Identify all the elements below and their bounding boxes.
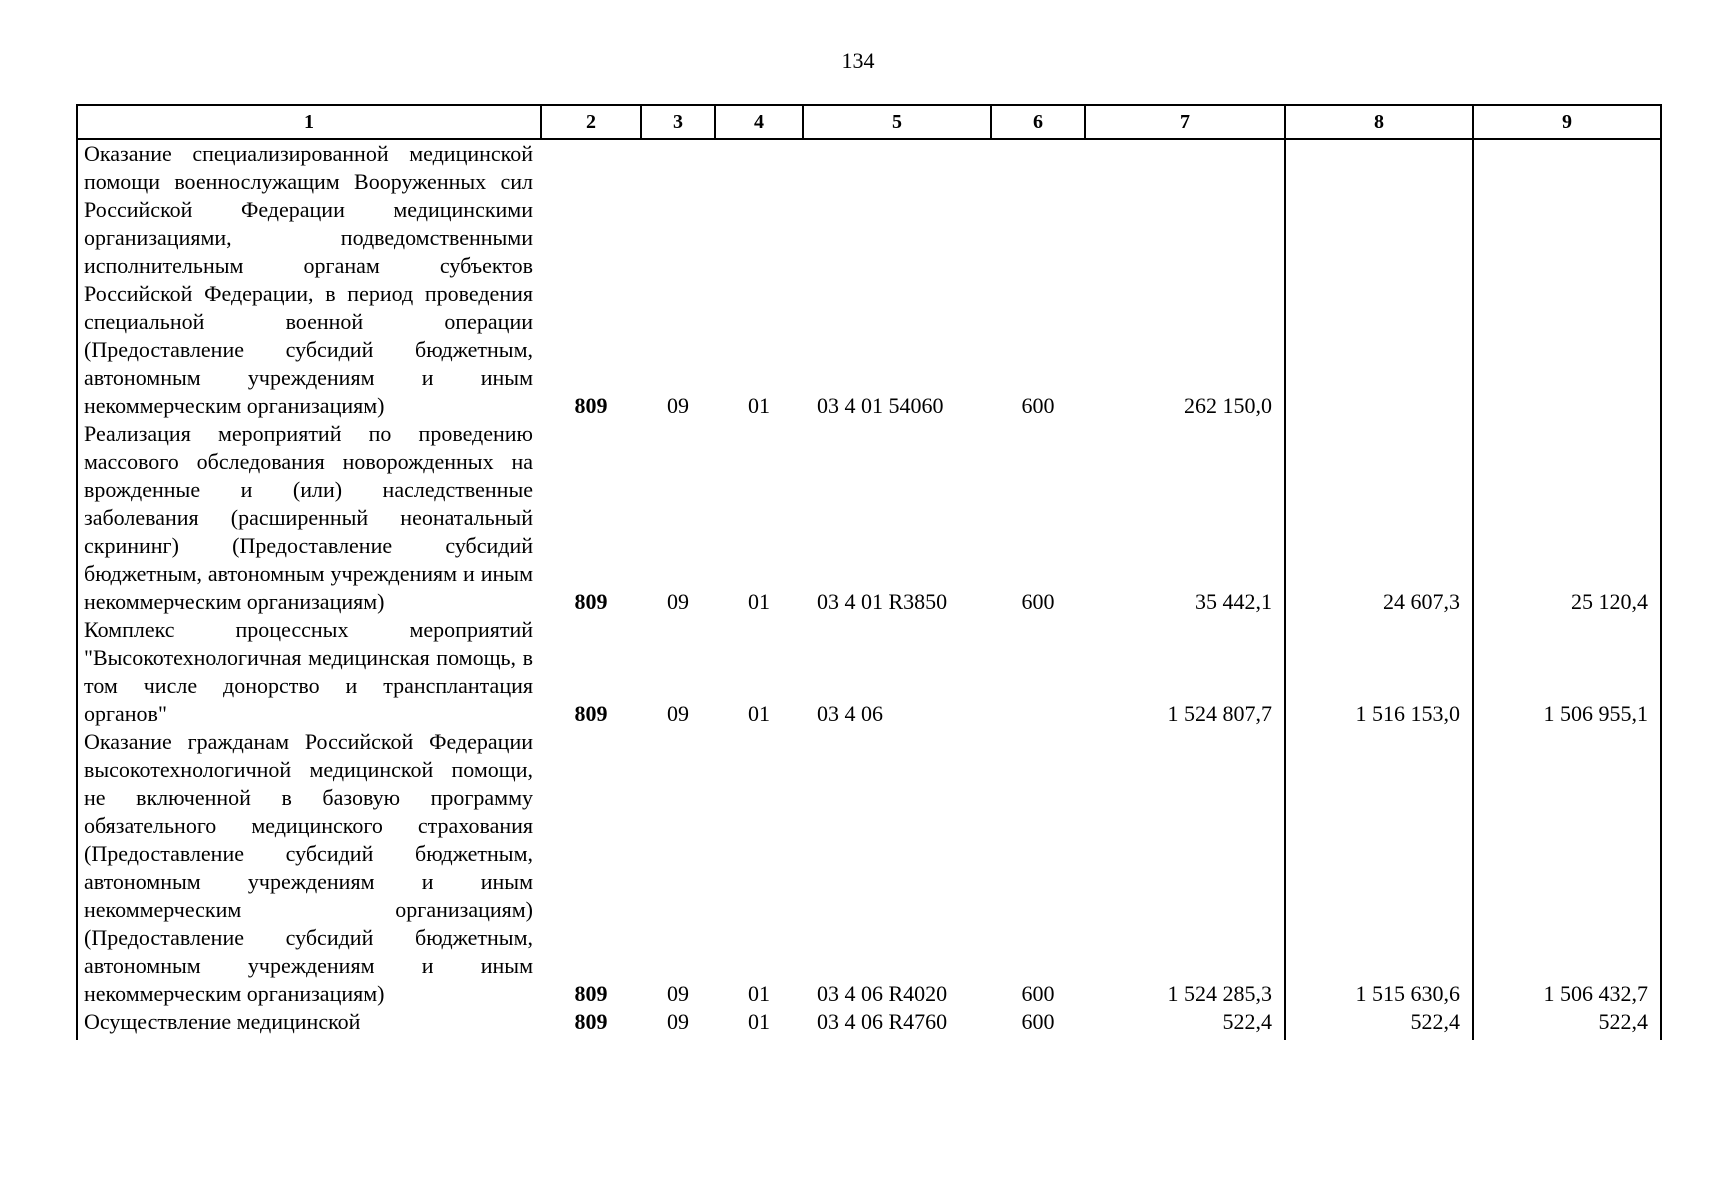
table-row (77, 139, 1661, 420)
cell-col-3: 09 (667, 393, 689, 418)
cell-col-9: 25 120,4 (1473, 420, 1661, 616)
table-row (77, 1008, 1661, 1040)
cell-col-9 (1473, 139, 1661, 420)
header-col-9: 9 (1473, 105, 1661, 139)
cell-col-5: 03 4 06 R4020 (817, 981, 948, 1006)
row-description: Осуществление медицинской (77, 1008, 541, 1040)
table-row (77, 728, 1661, 1008)
row-description: Оказание гражданам Российской Федерации высокотехнологичной медицинской помощи, не включенной в базовую программу обязательного медицинского страхования (Предоставление субсидий бюджетным, автономным учреждениям и иным некоммерческим организациям) (Предоставление субсидий бюджетным, автономным учреждениям и иным некоммерческим организациям) (77, 728, 541, 1008)
cell-col-3: 09 (667, 701, 689, 726)
cell-col-4: 01 (748, 981, 770, 1006)
header-col-6: 6 (991, 105, 1085, 139)
cell-col-4: 01 (748, 393, 770, 418)
cell-col-6: 600 (1021, 1009, 1055, 1034)
cell-col-2: 809 (574, 981, 608, 1006)
row-description: Оказание специализированной медицинской помощи военнослужащим Вооруженных сил Российской Федерации медицинскими организациями, подведомственными исполнительным органам субъектов Российской Федерации, в период проведения специальной военной операции (Предоставление субсидий бюджетным, автономным учреждениям и иным некоммерческим организациям) (77, 139, 541, 420)
cell-col-6: 600 (1021, 589, 1055, 614)
row-description: Реализация мероприятий по проведению массового обследования новорожденных на врожденные и (или) наследственные заболевания (расширенный неонатальный скрининг) (Предоставление субсидий бюджетным, автономным учреждениям и иным некоммерческим организациям) (77, 420, 541, 616)
cell-col-8: 24 607,3 (1285, 420, 1473, 616)
cell-col-7: 35 442,1 (1085, 420, 1285, 616)
cell-col-5: 03 4 01 54060 (817, 393, 944, 418)
cell-col-9: 1 506 955,1 (1473, 616, 1661, 728)
cell-col-6 (991, 616, 1085, 728)
cell-col-7: 522,4 (1085, 1008, 1285, 1040)
cell-col-8: 1 516 153,0 (1285, 616, 1473, 728)
header-col-5: 5 (803, 105, 991, 139)
cell-col-4: 01 (748, 1009, 770, 1034)
header-col-8: 8 (1285, 105, 1473, 139)
cell-col-9: 1 506 432,7 (1473, 728, 1661, 1008)
cell-col-2: 809 (574, 701, 608, 726)
budget-table (76, 104, 1662, 1040)
cell-col-2: 809 (574, 393, 608, 418)
row-description: Комплекс процессных мероприятий "Высокотехнологичная медицинская помощь, в том числе донорство и трансплантация органов" (77, 616, 541, 728)
cell-col-9: 522,4 (1473, 1008, 1661, 1040)
header-col-4: 4 (715, 105, 803, 139)
cell-col-7: 1 524 285,3 (1085, 728, 1285, 1008)
cell-col-6: 600 (1021, 981, 1055, 1006)
cell-col-4: 01 (748, 701, 770, 726)
cell-col-7: 1 524 807,7 (1085, 616, 1285, 728)
cell-col-5: 03 4 01 R3850 (817, 589, 948, 614)
cell-col-7: 262 150,0 (1085, 139, 1285, 420)
budget-table-wrapper (76, 104, 1662, 1040)
cell-col-6: 600 (1021, 393, 1055, 418)
header-col-1: 1 (77, 105, 541, 139)
header-row (77, 105, 1661, 139)
cell-col-2: 809 (574, 589, 608, 614)
table-row (77, 420, 1661, 616)
cell-col-4: 01 (748, 589, 770, 614)
cell-col-3: 09 (667, 589, 689, 614)
cell-col-8 (1285, 139, 1473, 420)
cell-col-3: 09 (667, 1009, 689, 1034)
header-col-3: 3 (641, 105, 715, 139)
cell-col-8: 522,4 (1285, 1008, 1473, 1040)
cell-col-5: 03 4 06 R4760 (817, 1009, 948, 1034)
header-col-2: 2 (541, 105, 641, 139)
page-number: 134 (841, 48, 875, 73)
cell-col-5: 03 4 06 (817, 701, 883, 726)
cell-col-8: 1 515 630,6 (1285, 728, 1473, 1008)
cell-col-2: 809 (574, 1009, 608, 1034)
table-row (77, 616, 1661, 728)
header-col-7: 7 (1085, 105, 1285, 139)
cell-col-3: 09 (667, 981, 689, 1006)
